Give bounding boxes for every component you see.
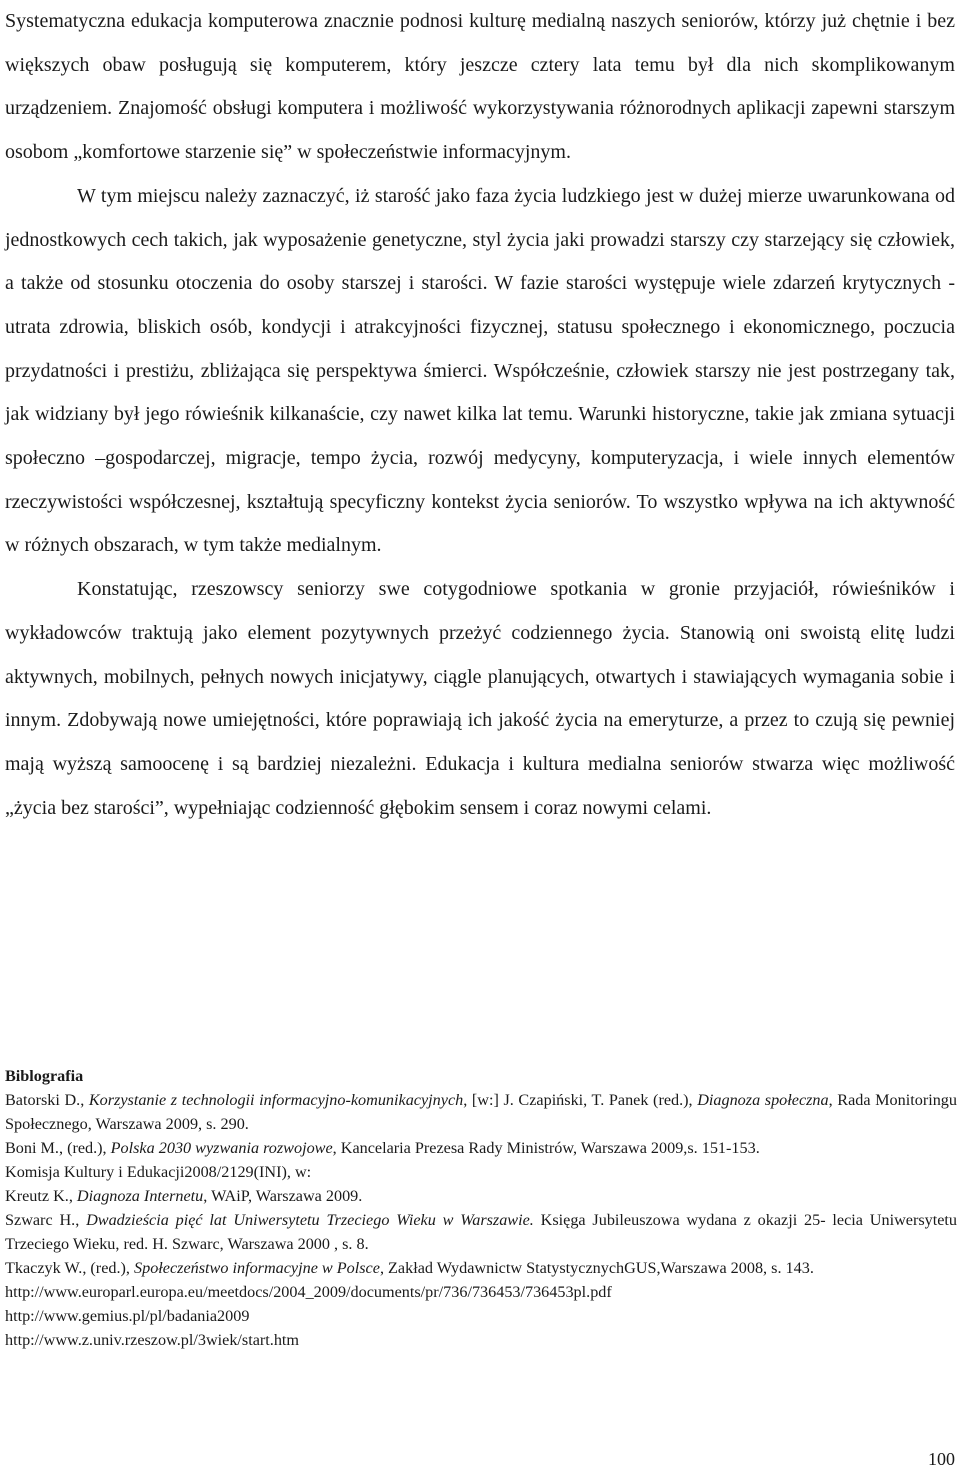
bibliography-entry: Kreutz K., Diagnoza Internetu, WAiP, Warszawa 2009. [5,1187,363,1205]
paragraph-1: Systematyczna edukacja komputerowa znacznie podnosi kulturę medialną naszych seniorów, którzy już chętnie i bez większych obaw posługują się komputerem, który jeszcze cztery lata temu był dla nich skomplikowanym urządzeniem. Znajomość obsługi komputera i możliwość wykorzystywania różnorodnych aplikacji zapewni starszym osobom „komfortowe starzenie się” w społeczeństwie informacyjnym. [5,10,955,164]
page-number: 100 [928,1449,955,1469]
bibliography-entry: Batorski D., Korzystanie z technologii informacyjno-komunikacyjnych, [w:] J. Czapiński, T. Panek (red.), Diagnoza społeczna, Rada Monitoringu Społecznego, Warszawa 2009, s. 290. [5,1091,957,1133]
body-text [5,0,955,830]
bibliography [5,1064,957,1352]
bibliography-link[interactable]: http://www.z.univ.rzeszow.pl/3wiek/start.htm [5,1331,300,1349]
paragraph-2: W tym miejscu należy zaznaczyć, iż starość jako faza życia ludzkiego jest w dużej mierze uwarunkowana od jednostkowych cech takich, jak wyposażenie genetyczne, styl życia jaki prowadzi starszy czy starzejący się człowiek, a także od stosunku otoczenia do osoby starszej i starości. W fazie starości występuje wiele zdarzeń krytycznych - utrata zdrowia, bliskich osób, kondycji i atrakcyjności fizycznej, statusu społecznego i ekonomicznego, poczucia przydatności i prestiżu, zbliżająca się perspektywa śmierci. Współcześnie, człowiek starszy nie jest postrzegany tak, jak widziany był jego rówieśnik kilkanaście, czy nawet kilka lat temu. Warunki historyczne, takie jak zmiana sytuacji społeczno –gospodarczej, migracje, tempo życia, rozwój medycyny, komputeryzacja, i wiele innych elementów rzeczywistości współczesnej, kształtują specyficzny kontekst życia seniorów. To wszystko wpływa na ich aktywność w różnych obszarach, w tym także medialnym. [5,184,955,557]
paragraph-3: Konstatując, rzeszowscy seniorzy swe cotygodniowe spotkania w gronie przyjaciół, rówieśników i wykładowców traktują jako element pozytywnych przeżyć codziennego życia. Stanowią oni swoistą elitę ludzi aktywnych, mobilnych, pełnych nowych inicjatywy, ciągle planujących, otwartych i stawiających wymagania sobie i innym. Zdobywają nowe umiejętności, które poprawiają ich jakość życia na emeryturze, a przez to czują się pewniej mają wyższą samoocenę i są bardziej niezależni. Edukacja i kultura medialna seniorów stwarza więc możliwość „życia bez starości”, wypełniając codzienność głębokim sensem i coraz nowymi celami. [5,578,955,819]
bibliography-link[interactable]: http://www.europarl.europa.eu/meetdocs/2004_2009/documents/pr/736/736453/736453pl.pdf [5,1283,612,1301]
bibliography-entry: Tkaczyk W., (red.), Społeczeństwo informacyjne w Polsce, Zakład Wydawnictw StatystycznychGUS,Warszawa 2008, s. 143. [5,1259,814,1277]
bibliography-title: Biblografia [5,1067,84,1085]
bibliography-link[interactable]: http://www.gemius.pl/pl/badania2009 [5,1307,250,1325]
bibliography-entry: Szwarc H., Dwadzieścia pięć lat Uniwersytetu Trzeciego Wieku w Warszawie. Księga Jubileuszowa wydana z okazji 25- lecia Uniwersytetu Trzeciego Wieku, red. H. Szwarc, Warszawa 2000 , s. 8. [5,1211,957,1253]
bibliography-entry: Boni M., (red.), Polska 2030 wyzwania rozwojowe, Kancelaria Prezesa Rady Ministrów, Warszawa 2009,s. 151-153. [5,1139,760,1157]
bibliography-entry: Komisja Kultury i Edukacji2008/2129(INI), w: [5,1163,312,1181]
